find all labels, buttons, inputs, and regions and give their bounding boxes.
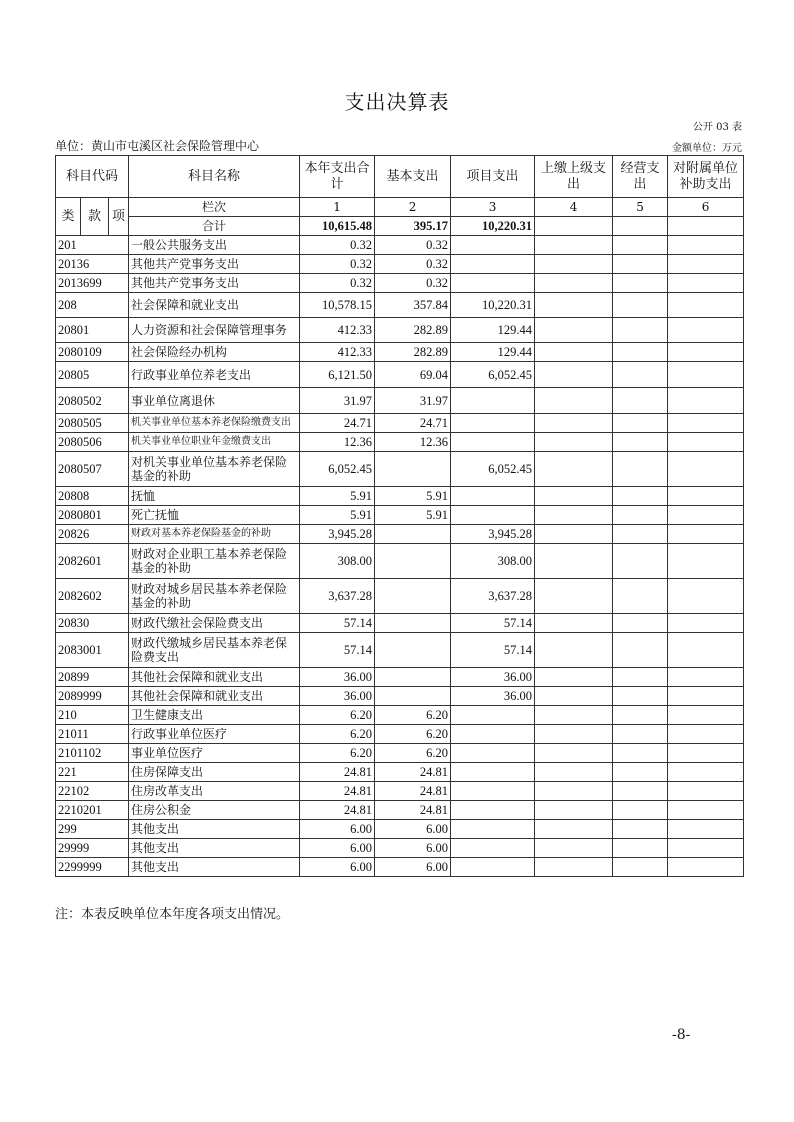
row-value: 0.32 bbox=[300, 255, 375, 274]
row-name: 其他支出 bbox=[129, 858, 300, 877]
row-value bbox=[613, 236, 668, 255]
col-number: 5 bbox=[613, 198, 668, 217]
row-code: 2080502 bbox=[56, 388, 129, 414]
row-name: 行政事业单位医疗 bbox=[129, 725, 300, 744]
row-value bbox=[668, 274, 744, 293]
page-number: -8- bbox=[672, 1027, 691, 1043]
row-value bbox=[668, 255, 744, 274]
row-code: 201 bbox=[56, 236, 129, 255]
row-value bbox=[451, 236, 535, 255]
row-value: 5.91 bbox=[375, 487, 451, 506]
row-value bbox=[535, 633, 613, 668]
row-value: 6.20 bbox=[300, 744, 375, 763]
row-value: 24.81 bbox=[300, 763, 375, 782]
row-code: 2080109 bbox=[56, 343, 129, 362]
row-value: 10,220.31 bbox=[451, 293, 535, 318]
row-value bbox=[668, 343, 744, 362]
row-value bbox=[613, 614, 668, 633]
row-value bbox=[613, 414, 668, 433]
table-row bbox=[56, 725, 744, 744]
row-value bbox=[451, 274, 535, 293]
total-value bbox=[535, 217, 613, 236]
row-value: 129.44 bbox=[451, 343, 535, 362]
col-number: 2 bbox=[375, 198, 451, 217]
unit-name: 黄山市屯溪区社会保险管理中心 bbox=[91, 139, 260, 153]
footnote: 注：本表反映单位本年度各项支出情况。 bbox=[55, 907, 290, 922]
row-value bbox=[613, 668, 668, 687]
row-code: 2082601 bbox=[56, 544, 129, 579]
table-row bbox=[56, 858, 744, 877]
row-name: 财政对基本养老保险基金的补助 bbox=[129, 525, 300, 544]
table-row bbox=[56, 668, 744, 687]
row-code: 210 bbox=[56, 706, 129, 725]
row-name: 财政对城乡居民基本养老保险基金的补助 bbox=[129, 579, 300, 614]
row-code: 20899 bbox=[56, 668, 129, 687]
row-name: 对机关事业单位基本养老保险基金的补助 bbox=[129, 452, 300, 487]
header-col-6: 对附属单位补助支出 bbox=[668, 156, 744, 198]
row-value bbox=[668, 744, 744, 763]
row-value bbox=[668, 525, 744, 544]
row-value bbox=[375, 579, 451, 614]
row-code: 21011 bbox=[56, 725, 129, 744]
row-value: 24.81 bbox=[375, 763, 451, 782]
row-value: 6.20 bbox=[375, 725, 451, 744]
row-value bbox=[535, 525, 613, 544]
row-value: 12.36 bbox=[375, 433, 451, 452]
row-value bbox=[535, 452, 613, 487]
row-value bbox=[613, 706, 668, 725]
table-row bbox=[56, 414, 744, 433]
row-value: 3,945.28 bbox=[300, 525, 375, 544]
row-name: 其他支出 bbox=[129, 839, 300, 858]
row-value: 282.89 bbox=[375, 318, 451, 343]
table-row bbox=[56, 544, 744, 579]
row-code: 221 bbox=[56, 763, 129, 782]
row-value bbox=[668, 236, 744, 255]
row-value bbox=[613, 525, 668, 544]
table-row bbox=[56, 362, 744, 388]
row-value bbox=[613, 858, 668, 877]
row-code: 22102 bbox=[56, 782, 129, 801]
row-code: 2082602 bbox=[56, 579, 129, 614]
header-col-4: 上缴上级支出 bbox=[535, 156, 613, 198]
row-value bbox=[668, 858, 744, 877]
row-name: 抚恤 bbox=[129, 487, 300, 506]
row-value bbox=[451, 433, 535, 452]
row-value bbox=[535, 544, 613, 579]
row-value bbox=[451, 255, 535, 274]
row-value: 0.32 bbox=[375, 236, 451, 255]
row-value: 6.00 bbox=[300, 820, 375, 839]
row-name: 财政对企业职工基本养老保险基金的补助 bbox=[129, 544, 300, 579]
row-value: 357.84 bbox=[375, 293, 451, 318]
table-row bbox=[56, 255, 744, 274]
row-value bbox=[613, 687, 668, 706]
row-value bbox=[668, 414, 744, 433]
row-value bbox=[375, 544, 451, 579]
row-value: 24.81 bbox=[300, 782, 375, 801]
table-row bbox=[56, 614, 744, 633]
row-code: 20808 bbox=[56, 487, 129, 506]
table-row bbox=[56, 579, 744, 614]
row-value bbox=[535, 668, 613, 687]
row-value bbox=[451, 414, 535, 433]
row-code: 2013699 bbox=[56, 274, 129, 293]
header-col-3: 项目支出 bbox=[451, 156, 535, 198]
row-code: 2080506 bbox=[56, 433, 129, 452]
row-value bbox=[535, 706, 613, 725]
col-number: 6 bbox=[668, 198, 744, 217]
row-value bbox=[535, 487, 613, 506]
row-value bbox=[535, 801, 613, 820]
row-value bbox=[535, 744, 613, 763]
row-value bbox=[668, 433, 744, 452]
row-value: 6.00 bbox=[300, 858, 375, 877]
table-row bbox=[56, 487, 744, 506]
row-value bbox=[668, 293, 744, 318]
row-name: 住房保障支出 bbox=[129, 763, 300, 782]
row-value bbox=[451, 487, 535, 506]
table-row bbox=[56, 820, 744, 839]
total-value: 10,615.48 bbox=[300, 217, 375, 236]
row-value bbox=[668, 487, 744, 506]
row-value: 69.04 bbox=[375, 362, 451, 388]
row-value bbox=[535, 274, 613, 293]
row-value bbox=[668, 706, 744, 725]
row-value bbox=[375, 668, 451, 687]
row-value bbox=[451, 820, 535, 839]
row-value: 24.81 bbox=[375, 801, 451, 820]
row-value: 6.00 bbox=[375, 839, 451, 858]
row-code: 20136 bbox=[56, 255, 129, 274]
money-unit: 金额单位：万元 bbox=[672, 143, 742, 154]
row-value bbox=[535, 614, 613, 633]
row-value bbox=[451, 801, 535, 820]
row-value bbox=[668, 544, 744, 579]
row-value bbox=[668, 452, 744, 487]
row-value: 6,121.50 bbox=[300, 362, 375, 388]
header-code: 科目代码 bbox=[56, 156, 129, 198]
table-row bbox=[56, 801, 744, 820]
row-code: 2083001 bbox=[56, 633, 129, 668]
row-name: 卫生健康支出 bbox=[129, 706, 300, 725]
row-name: 死亡抚恤 bbox=[129, 506, 300, 525]
row-value: 412.33 bbox=[300, 318, 375, 343]
row-name: 社会保障和就业支出 bbox=[129, 293, 300, 318]
row-value bbox=[535, 579, 613, 614]
row-name: 其他社会保障和就业支出 bbox=[129, 687, 300, 706]
row-value bbox=[613, 801, 668, 820]
lanci-label: 栏次 bbox=[129, 198, 300, 217]
row-value bbox=[535, 362, 613, 388]
row-value: 6.20 bbox=[300, 706, 375, 725]
table-row bbox=[56, 388, 744, 414]
row-value: 31.97 bbox=[300, 388, 375, 414]
row-name: 机关事业单位基本养老保险缴费支出 bbox=[129, 414, 300, 433]
row-code: 2080507 bbox=[56, 452, 129, 487]
row-value bbox=[535, 687, 613, 706]
row-value bbox=[535, 293, 613, 318]
row-name: 人力资源和社会保障管理事务 bbox=[129, 318, 300, 343]
row-value bbox=[668, 318, 744, 343]
row-value bbox=[535, 763, 613, 782]
row-value: 31.97 bbox=[375, 388, 451, 414]
row-value bbox=[451, 744, 535, 763]
row-value: 0.32 bbox=[375, 274, 451, 293]
table-row bbox=[56, 274, 744, 293]
row-name: 事业单位离退休 bbox=[129, 388, 300, 414]
row-value: 5.91 bbox=[300, 487, 375, 506]
row-code: 299 bbox=[56, 820, 129, 839]
row-value: 0.32 bbox=[375, 255, 451, 274]
row-value: 3,637.28 bbox=[451, 579, 535, 614]
row-value bbox=[451, 839, 535, 858]
row-value bbox=[613, 293, 668, 318]
row-value bbox=[375, 614, 451, 633]
table-row bbox=[56, 744, 744, 763]
row-value bbox=[375, 452, 451, 487]
row-value bbox=[613, 388, 668, 414]
row-value bbox=[613, 544, 668, 579]
row-value bbox=[535, 236, 613, 255]
form-number: 公开 03 表 bbox=[692, 122, 742, 133]
unit-line bbox=[55, 137, 259, 154]
row-code: 2080505 bbox=[56, 414, 129, 433]
row-value bbox=[613, 839, 668, 858]
row-value bbox=[613, 255, 668, 274]
table-row bbox=[56, 236, 744, 255]
column-number-row bbox=[56, 198, 744, 217]
header-xiang: 项 bbox=[109, 198, 129, 236]
table-row bbox=[56, 343, 744, 362]
row-value bbox=[668, 506, 744, 525]
row-name: 行政事业单位养老支出 bbox=[129, 362, 300, 388]
row-value bbox=[375, 687, 451, 706]
row-value: 6.20 bbox=[375, 706, 451, 725]
row-value: 412.33 bbox=[300, 343, 375, 362]
row-value: 57.14 bbox=[300, 614, 375, 633]
table-row bbox=[56, 706, 744, 725]
row-value: 5.91 bbox=[375, 506, 451, 525]
row-code: 2299999 bbox=[56, 858, 129, 877]
row-value bbox=[535, 839, 613, 858]
row-value bbox=[613, 633, 668, 668]
row-value bbox=[668, 362, 744, 388]
row-value bbox=[668, 801, 744, 820]
row-value bbox=[535, 506, 613, 525]
row-value: 36.00 bbox=[451, 668, 535, 687]
row-value: 0.32 bbox=[300, 274, 375, 293]
row-value bbox=[451, 506, 535, 525]
row-value bbox=[535, 255, 613, 274]
row-value bbox=[613, 433, 668, 452]
row-value bbox=[613, 820, 668, 839]
total-value bbox=[668, 217, 744, 236]
row-value bbox=[613, 274, 668, 293]
row-value bbox=[613, 362, 668, 388]
row-name: 其他社会保障和就业支出 bbox=[129, 668, 300, 687]
row-value bbox=[535, 725, 613, 744]
row-code: 20805 bbox=[56, 362, 129, 388]
row-value bbox=[375, 633, 451, 668]
row-value bbox=[451, 706, 535, 725]
row-value bbox=[451, 388, 535, 414]
row-value: 3,637.28 bbox=[300, 579, 375, 614]
row-code: 2089999 bbox=[56, 687, 129, 706]
row-value bbox=[535, 820, 613, 839]
total-value: 395.17 bbox=[375, 217, 451, 236]
row-value bbox=[668, 820, 744, 839]
row-code: 208 bbox=[56, 293, 129, 318]
row-value bbox=[535, 433, 613, 452]
row-value bbox=[535, 318, 613, 343]
row-name: 其他共产党事务支出 bbox=[129, 255, 300, 274]
row-value bbox=[535, 388, 613, 414]
header-col-2: 基本支出 bbox=[375, 156, 451, 198]
row-value bbox=[668, 633, 744, 668]
row-code: 2210201 bbox=[56, 801, 129, 820]
total-value bbox=[613, 217, 668, 236]
row-value bbox=[535, 343, 613, 362]
row-name: 社会保险经办机构 bbox=[129, 343, 300, 362]
row-name: 财政代缴城乡居民基本养老保险费支出 bbox=[129, 633, 300, 668]
row-value bbox=[613, 725, 668, 744]
row-code: 2080801 bbox=[56, 506, 129, 525]
row-value bbox=[613, 506, 668, 525]
row-value bbox=[668, 725, 744, 744]
table-row bbox=[56, 633, 744, 668]
row-name: 事业单位医疗 bbox=[129, 744, 300, 763]
total-label: 合计 bbox=[129, 217, 300, 236]
row-value bbox=[668, 687, 744, 706]
row-value bbox=[668, 763, 744, 782]
col-number: 1 bbox=[300, 198, 375, 217]
col-number: 4 bbox=[535, 198, 613, 217]
row-value bbox=[535, 858, 613, 877]
row-value bbox=[375, 525, 451, 544]
row-code: 20830 bbox=[56, 614, 129, 633]
table-row bbox=[56, 293, 744, 318]
row-value bbox=[613, 343, 668, 362]
row-value: 3,945.28 bbox=[451, 525, 535, 544]
row-value bbox=[613, 763, 668, 782]
expenditure-table bbox=[55, 155, 744, 877]
row-value: 10,578.15 bbox=[300, 293, 375, 318]
row-value bbox=[535, 414, 613, 433]
row-value bbox=[535, 782, 613, 801]
header-col-5: 经营支出 bbox=[613, 156, 668, 198]
row-name: 其他共产党事务支出 bbox=[129, 274, 300, 293]
table-row bbox=[56, 763, 744, 782]
row-value: 6,052.45 bbox=[451, 362, 535, 388]
row-name: 住房公积金 bbox=[129, 801, 300, 820]
row-value: 6,052.45 bbox=[300, 452, 375, 487]
table-row bbox=[56, 452, 744, 487]
row-value: 6.00 bbox=[375, 820, 451, 839]
row-value: 6.00 bbox=[300, 839, 375, 858]
row-value bbox=[613, 782, 668, 801]
row-name: 其他支出 bbox=[129, 820, 300, 839]
row-value bbox=[451, 782, 535, 801]
row-value bbox=[451, 858, 535, 877]
total-row bbox=[56, 217, 744, 236]
row-value bbox=[451, 763, 535, 782]
row-value bbox=[613, 487, 668, 506]
table-row bbox=[56, 687, 744, 706]
header-row bbox=[56, 156, 744, 198]
row-value bbox=[613, 579, 668, 614]
row-name: 一般公共服务支出 bbox=[129, 236, 300, 255]
row-value: 24.81 bbox=[300, 801, 375, 820]
row-value bbox=[613, 744, 668, 763]
table-row bbox=[56, 839, 744, 858]
row-value: 57.14 bbox=[300, 633, 375, 668]
row-value: 0.32 bbox=[300, 236, 375, 255]
row-value: 36.00 bbox=[451, 687, 535, 706]
row-name: 住房改革支出 bbox=[129, 782, 300, 801]
row-value: 6.20 bbox=[300, 725, 375, 744]
row-value: 24.81 bbox=[375, 782, 451, 801]
row-code: 20826 bbox=[56, 525, 129, 544]
header-name: 科目名称 bbox=[129, 156, 300, 198]
row-value: 36.00 bbox=[300, 668, 375, 687]
row-value bbox=[451, 725, 535, 744]
row-value bbox=[668, 839, 744, 858]
row-value: 308.00 bbox=[451, 544, 535, 579]
header-kuan: 款 bbox=[81, 198, 109, 236]
row-value: 57.14 bbox=[451, 614, 535, 633]
row-value bbox=[668, 614, 744, 633]
table-row bbox=[56, 782, 744, 801]
col-number: 3 bbox=[451, 198, 535, 217]
table-body bbox=[56, 236, 744, 877]
table-row bbox=[56, 433, 744, 452]
row-value bbox=[613, 318, 668, 343]
unit-label: 单位： bbox=[55, 139, 92, 153]
row-name: 财政代缴社会保险费支出 bbox=[129, 614, 300, 633]
row-value bbox=[668, 579, 744, 614]
row-value: 6.20 bbox=[375, 744, 451, 763]
table-row bbox=[56, 506, 744, 525]
row-value: 12.36 bbox=[300, 433, 375, 452]
table-row bbox=[56, 318, 744, 343]
row-value: 308.00 bbox=[300, 544, 375, 579]
row-value: 6,052.45 bbox=[451, 452, 535, 487]
row-value bbox=[613, 452, 668, 487]
row-value: 57.14 bbox=[451, 633, 535, 668]
total-value: 10,220.31 bbox=[451, 217, 535, 236]
page-title: 支出决算表 bbox=[344, 90, 450, 114]
row-value bbox=[668, 668, 744, 687]
row-value: 6.00 bbox=[375, 858, 451, 877]
row-value bbox=[668, 388, 744, 414]
row-code: 29999 bbox=[56, 839, 129, 858]
row-name: 机关事业单位职业年金缴费支出 bbox=[129, 433, 300, 452]
row-value: 282.89 bbox=[375, 343, 451, 362]
row-value bbox=[668, 782, 744, 801]
row-value: 36.00 bbox=[300, 687, 375, 706]
row-value: 129.44 bbox=[451, 318, 535, 343]
row-code: 2101102 bbox=[56, 744, 129, 763]
row-value: 24.71 bbox=[375, 414, 451, 433]
table-row bbox=[56, 525, 744, 544]
header-lei: 类 bbox=[56, 198, 81, 236]
row-value: 5.91 bbox=[300, 506, 375, 525]
row-value: 24.71 bbox=[300, 414, 375, 433]
row-code: 20801 bbox=[56, 318, 129, 343]
header-col-1: 本年支出合计 bbox=[300, 156, 375, 198]
